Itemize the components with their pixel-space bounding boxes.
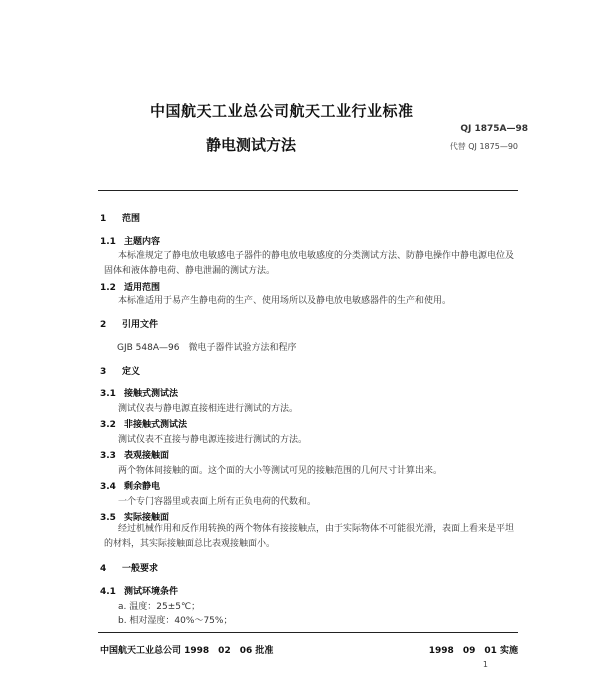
effective-date: 1998 09 01 实施	[428, 646, 518, 656]
document-title: 静电测试方法	[206, 136, 297, 154]
section-3-3-heading: 3.3 表观接触面	[100, 451, 170, 461]
section-1-heading: 1 范围	[100, 214, 141, 224]
section-2-heading: 2 引用文件	[100, 320, 159, 330]
section-3-4-heading: 3.4 剩余静电	[100, 482, 161, 492]
section-3-1-text: 测试仪表与静电源直接相连进行测试的方法。	[118, 404, 299, 414]
standard-organization-heading: 中国航天工业总公司航天工业行业标准	[150, 102, 414, 120]
header-divider	[98, 190, 518, 191]
footer-divider	[98, 632, 518, 633]
standard-code: QJ 1875A—98	[460, 124, 528, 134]
section-3-1-heading: 3.1 接触式测试法	[100, 389, 179, 399]
section-4-heading: 4 一般要求	[100, 564, 159, 574]
section-1-2-text: 本标准适用于易产生静电荷的生产、使用场所以及静电放电敏感器件的生产和使用。	[118, 296, 452, 306]
section-1-2-heading: 1.2 适用范围	[100, 283, 161, 293]
section-3-2-text: 测试仪表不直接与静电源连接进行测试的方法。	[118, 435, 308, 445]
section-4-1-heading: 4.1 测试环境条件	[100, 587, 179, 597]
condition-item-humidity: b. 相对湿度：40%～75%；	[118, 616, 233, 626]
section-1-1-text: 本标准规定了静电放电敏感电子器件的静电放电敏感度的分类测试方法、防静电操作中静电源电位及固体和液体静电荷、静电泄漏的测试方法。	[104, 251, 515, 276]
section-3-5-text: 经过机械作用和反作用转换的两个物体有接接触点，由于实际物体不可能很光滑，表面上看来是平坦的材料，其实际接触面总比表观接触面小。	[104, 524, 515, 549]
section-3-heading: 3 定义	[100, 367, 141, 377]
condition-item-temperature: a. 温度：25±5℃；	[118, 602, 201, 612]
reference-document: GJB 548A—96 微电子器件试验方法和程序	[117, 343, 297, 353]
section-3-3-text: 两个物体间接触的面。这个面的大小等测试可见的接触范围的几何尺寸计算出来。	[118, 466, 443, 476]
section-1-1-heading: 1.1 主题内容	[100, 237, 161, 247]
section-3-5-heading: 3.5 实际接触面	[100, 513, 170, 523]
section-3-4-text: 一个专门容器里或表面上所有正负电荷的代数和。	[118, 497, 317, 507]
page-number: 1	[482, 660, 488, 669]
issue-date: 中国航天工业总公司 1998 02 06 批准	[100, 646, 274, 656]
section-3-2-heading: 3.2 非接触式测试法	[100, 420, 188, 430]
replaces-standard: 代替 QJ 1875—90	[449, 142, 518, 151]
